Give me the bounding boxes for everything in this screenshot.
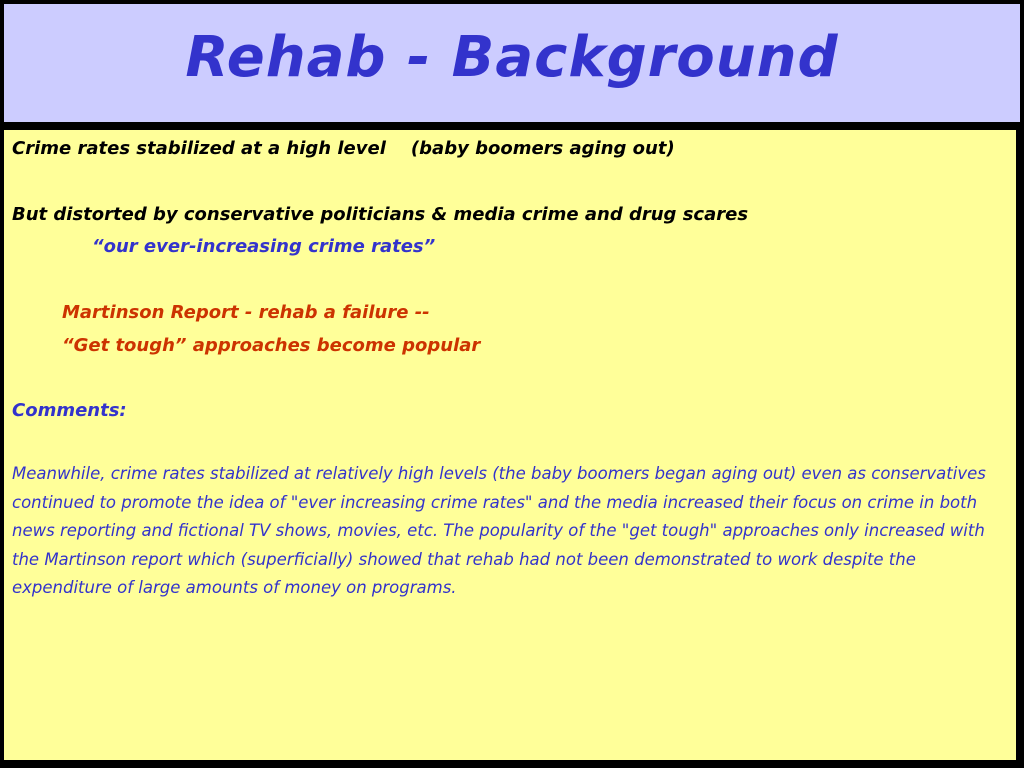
comments-heading: Comments:	[12, 400, 127, 421]
distorted-line: But distorted by conservative politicians & media crime and drug scares	[12, 204, 749, 225]
get-tough-line: “Get tough” approaches become popular	[62, 335, 481, 356]
slide-title: Rehab - Background	[185, 24, 839, 90]
comments-body: Meanwhile, crime rates stabilized at relatively high levels (the baby boomers began aging out) even as conservatives continued to promote the idea of "ever increasing crime rates" and the media increased their focus on crime in both news reporting and fictional TV shows, movies, etc. The popularity of the "get tough" approaches only increased with the Martinson report which (superficially) showed that rehab had not been demonstrated to work despite the expenditure of large amounts of money on programs.	[12, 464, 986, 597]
content-panel	[2, 128, 1018, 762]
martinson-line: Martinson Report - rehab a failure --	[62, 302, 430, 323]
crime-rates-line: Crime rates stabilized at a high level (baby boomers aging out)	[12, 138, 675, 159]
quote-line: “our ever-increasing crime rates”	[92, 236, 436, 257]
title-banner	[2, 2, 1022, 124]
